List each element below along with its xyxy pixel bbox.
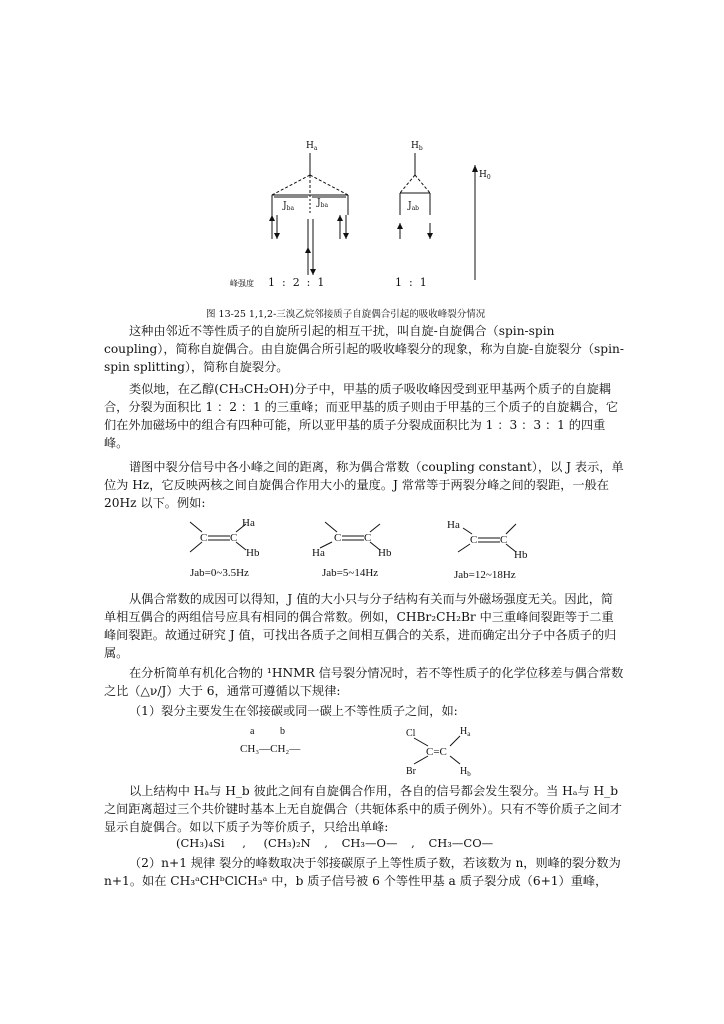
equivalent-examples: (CH₃)₄Si , (CH₃)₂N , CH₃—O— , CH₃—CO— bbox=[176, 836, 494, 850]
eq-acetyl: CH₃—CO— bbox=[428, 836, 494, 850]
alkene-svg bbox=[180, 514, 560, 584]
alkene-structures bbox=[180, 514, 560, 584]
alkene3-ha: Ha bbox=[447, 519, 460, 531]
eq-methoxy: CH₃—O— bbox=[341, 836, 398, 850]
eq-dimethylamine: (CH₃)₂N bbox=[263, 836, 311, 850]
ha-dashed-right bbox=[310, 175, 348, 195]
splitting-figure bbox=[230, 135, 500, 293]
alkene2-j: Jab=5~14Hz bbox=[322, 567, 379, 579]
paragraph-2: 类似地，在乙醇(CH₃CH₂OH)分子中，甲基的质子吸收峰因受到亚甲基两个质子的自旋耦合，分裂为面积比 1 ：2 ：1 的三重峰；而亚甲基的质子则由于甲基的三个质子的自旋耦合，它们在外加磁场中的组合有四种可能，所以亚甲基的质子分裂成面积比为 1 ：3 ：3 ：1 的四重峰。 bbox=[104, 382, 619, 450]
alkene3-hb: Hb bbox=[514, 549, 528, 561]
vinyl-hb: $H_b$ bbox=[460, 766, 471, 778]
alkene1-ha: Ha bbox=[242, 517, 255, 529]
alkene1-c2: C bbox=[230, 532, 238, 544]
paragraph-3: 谱图中裂分信号中各小峰之间的距离，称为偶合常数（coupling constant），以 J 表示，单位为 Hz，它反映两核之间自旋偶合作用大小的量度。J 常常等于两裂分峰之间的裂距，一般在 20Hz 以下。例如: bbox=[104, 460, 624, 510]
label-jba: $J_{ba}$ bbox=[283, 201, 295, 212]
alkene2-ha: Ha bbox=[312, 547, 325, 559]
paragraph-1: 这种由邻近不等性质子的自旋所引起的相互干扰，叫自旋-自旋偶合（spin-spin coupling），简称自旋偶合。由自旋偶合所引起的吸收峰裂分的现象，称为自旋-自旋裂分（spin-spin splitting），简称自旋裂分。 bbox=[104, 324, 624, 374]
vinyl-cl: Cl bbox=[406, 728, 416, 739]
alkene2-hb: Hb bbox=[378, 547, 392, 559]
vinyl-br: Br bbox=[406, 766, 416, 777]
alkene1-hb: Hb bbox=[246, 547, 260, 559]
vinyl-cc: C=C bbox=[426, 746, 447, 758]
alkene2-c2: C bbox=[364, 532, 372, 544]
alkene3-c2: C bbox=[500, 534, 508, 546]
label-ha: $H_a$ bbox=[306, 141, 318, 152]
alkene3-c1: C bbox=[470, 534, 478, 546]
figure-caption: 图 13-25 1,1,2-三溴乙烷邻接质子自旋偶合引起的吸收峰裂分情况 bbox=[206, 309, 486, 320]
ratio-left: 1 : 2 : 1 bbox=[268, 276, 325, 289]
eq-tms: (CH₃)₄Si bbox=[176, 836, 225, 850]
paragraph-7: 以上结构中 Hₐ与 H_b 彼此之间有自旋偶合作用，各自的信号都会发生裂分。当 Hₐ与 H_b 之间距离超过三个共价键时基本上无自旋偶合（共轭体系中的质子例外）。只有不等价质子之间才显示自旋偶合。如以下质子为等价质子，只给出单峰: bbox=[104, 784, 622, 834]
intensity-label: 峰强度 bbox=[230, 279, 254, 288]
paragraph-5: 在分析简单有机化合物的 ¹HNMR 信号裂分情况时，若不等性质子的化学位移差与偶合常数之比（△ν/J）大于 6，通常可遵循以下规律: bbox=[104, 666, 624, 698]
label-jha: $J_{ba}$ bbox=[317, 198, 329, 209]
paragraph-4: 从偶合常数的成因可以得知，J 值的大小只与分子结构有关而与外磁场强度无关。因此，简单相互偶合的两组信号应具有相同的偶合常数。例如，CHBr₂CH₂Br 中三重峰间裂距等于二重峰间裂距。故通过研究 J 值，可找出各质子之间相互偶合的关系，进而确定出分子中各质子的归属。 bbox=[104, 592, 617, 660]
ha-dashed-left bbox=[272, 175, 310, 195]
paragraph-6: （1）裂分主要发生在邻接碳或同一碳上不等性质子之间，如: bbox=[129, 704, 458, 718]
alkene1-c1: C bbox=[200, 532, 208, 544]
paragraph-8: （2）n+1 规律 裂分的峰数取决于邻接碳原子上等性质子数，若该数为 n，则峰的裂分数为 n+1。如在 CH₃ᵃCHᵇClCH₃ᵃ 中，b 质子信号被 6 个等性甲基 a 质子裂分成（6+1）重峰， bbox=[104, 856, 621, 888]
example-structures bbox=[236, 722, 516, 778]
ethyl-formula: CH₃—CH₂— bbox=[240, 743, 301, 755]
label-hb: $H_b$ bbox=[411, 141, 423, 152]
ratio-right: 1 : 1 bbox=[395, 276, 427, 289]
vinyl-ha: $H_a$ bbox=[460, 726, 471, 738]
label-jab: $J_{ab}$ bbox=[408, 201, 420, 212]
ethyl-label-b: b bbox=[280, 726, 285, 737]
ethyl-label-a: a bbox=[250, 726, 255, 737]
label-h0: $H_0$ bbox=[479, 170, 491, 181]
alkene3-j: Jab=12~18Hz bbox=[454, 569, 516, 581]
alkene1-j: Jab=0~3.5Hz bbox=[190, 567, 249, 579]
alkene2-c1: C bbox=[334, 532, 342, 544]
